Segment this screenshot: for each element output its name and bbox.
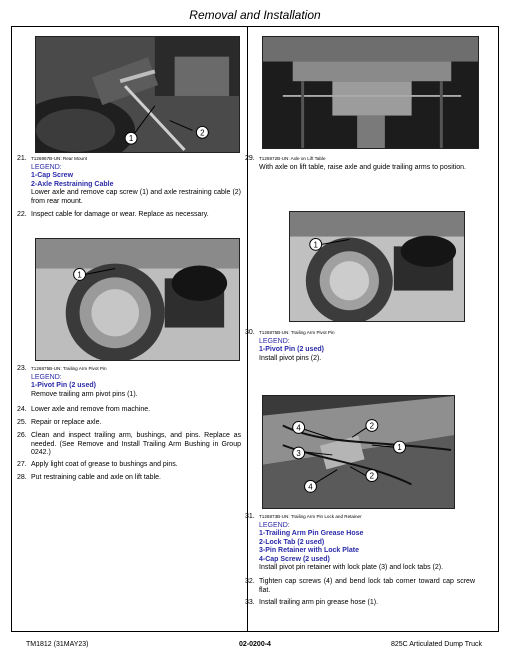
step-text: Install pivot pins (2). <box>259 354 322 362</box>
legend-item: 1-Cap Screw <box>31 172 74 179</box>
figure-caption: T126875B-UN: Trailing Arm Pivot Pin <box>259 330 335 335</box>
step-text: Remove trailing arm pivot pins (1). <box>31 390 138 398</box>
callout-1: 1 <box>313 240 318 250</box>
photo-pin-lock-retainer <box>262 395 455 509</box>
callout-1: 1 <box>77 270 82 280</box>
legend-title: LEGEND: <box>259 521 290 529</box>
callout-1: 1 <box>128 134 134 144</box>
step-text: Inspect cable for damage or wear. Replace as necessary. <box>31 211 209 218</box>
figure-caption: T126875B-UN: Trailing Arm Pivot Pin <box>31 366 107 371</box>
footer-page-number: 02-0200-4 <box>239 641 271 648</box>
step-text: Clean and inspect trailing arm, bushings, and pins. Replace as needed. (See Remove and Install Trailing Arm Bushing in Group 0242.) <box>31 432 241 456</box>
step-text: Tighten cap screws (4) and bend lock tab corner toward cap screw flat. <box>259 578 475 594</box>
step-text: Lower axle and remove from machine. <box>31 406 151 413</box>
step-text: Install pivot pin retainer with lock plate (3) and lock tabs (2). <box>259 564 444 571</box>
footer-model: 825C Articulated Dump Truck <box>390 641 482 648</box>
page-header-title: Removal and Installation <box>189 8 321 22</box>
legend-item: 1-Trailing Arm Pin Grease Hose <box>259 530 364 537</box>
callout-2: 2 <box>369 421 375 431</box>
callout-4: 4 <box>308 482 313 492</box>
photo-pivot-pin-left <box>35 238 240 361</box>
step-text: Put restraining cable and axle on lift table. <box>31 474 161 481</box>
callout-3: 3 <box>296 448 301 458</box>
legend-title: LEGEND: <box>31 163 62 171</box>
callout-2: 2 <box>200 128 205 138</box>
legend-item: 2-Lock Tab (2 used) <box>259 538 325 546</box>
footer-doc-id: TM1812 (31MAY23) <box>26 641 89 648</box>
step-text: Install trailing arm pin grease hose (1). <box>259 599 379 606</box>
figure-caption: T126873B-UN: Trailing Arm Pin Lock and Retainer <box>259 514 362 519</box>
photo-axle-lift-table <box>262 36 479 149</box>
callout-4: 4 <box>296 423 301 433</box>
step-text: Apply light coat of grease to bushings and pins. <box>31 461 178 468</box>
step-text: Repair or replace axle. <box>31 419 102 426</box>
photo-pivot-pin-right <box>289 211 465 322</box>
step-text: Lower axle and remove cap screw (1) and axle restraining cable (2) from rear mount. <box>31 189 241 205</box>
legend-item: 4-Cap Screw (2 used) <box>259 555 330 563</box>
legend-item: 1-Pivot Pin (2 used) <box>259 346 324 353</box>
legend-title: LEGEND: <box>259 337 290 345</box>
callout-1: 1 <box>397 443 402 453</box>
legend-item: 3-Pin Retainer with Lock Plate <box>259 547 359 554</box>
photo-rear-mount <box>35 36 240 153</box>
legend-item: 2-Axle Restraining Cable <box>31 180 114 188</box>
figure-caption: T126867B-UN: Rear Mount <box>31 156 87 161</box>
legend-title: LEGEND: <box>31 373 62 381</box>
step-text: With axle on lift table, raise axle and guide trailing arms to position. <box>259 163 466 171</box>
legend-item: 1-Pivot Pin (2 used) <box>31 382 96 389</box>
callout-2: 2 <box>369 471 375 481</box>
figure-caption: T126872B-UN: Axle on Lift Table <box>259 156 326 161</box>
